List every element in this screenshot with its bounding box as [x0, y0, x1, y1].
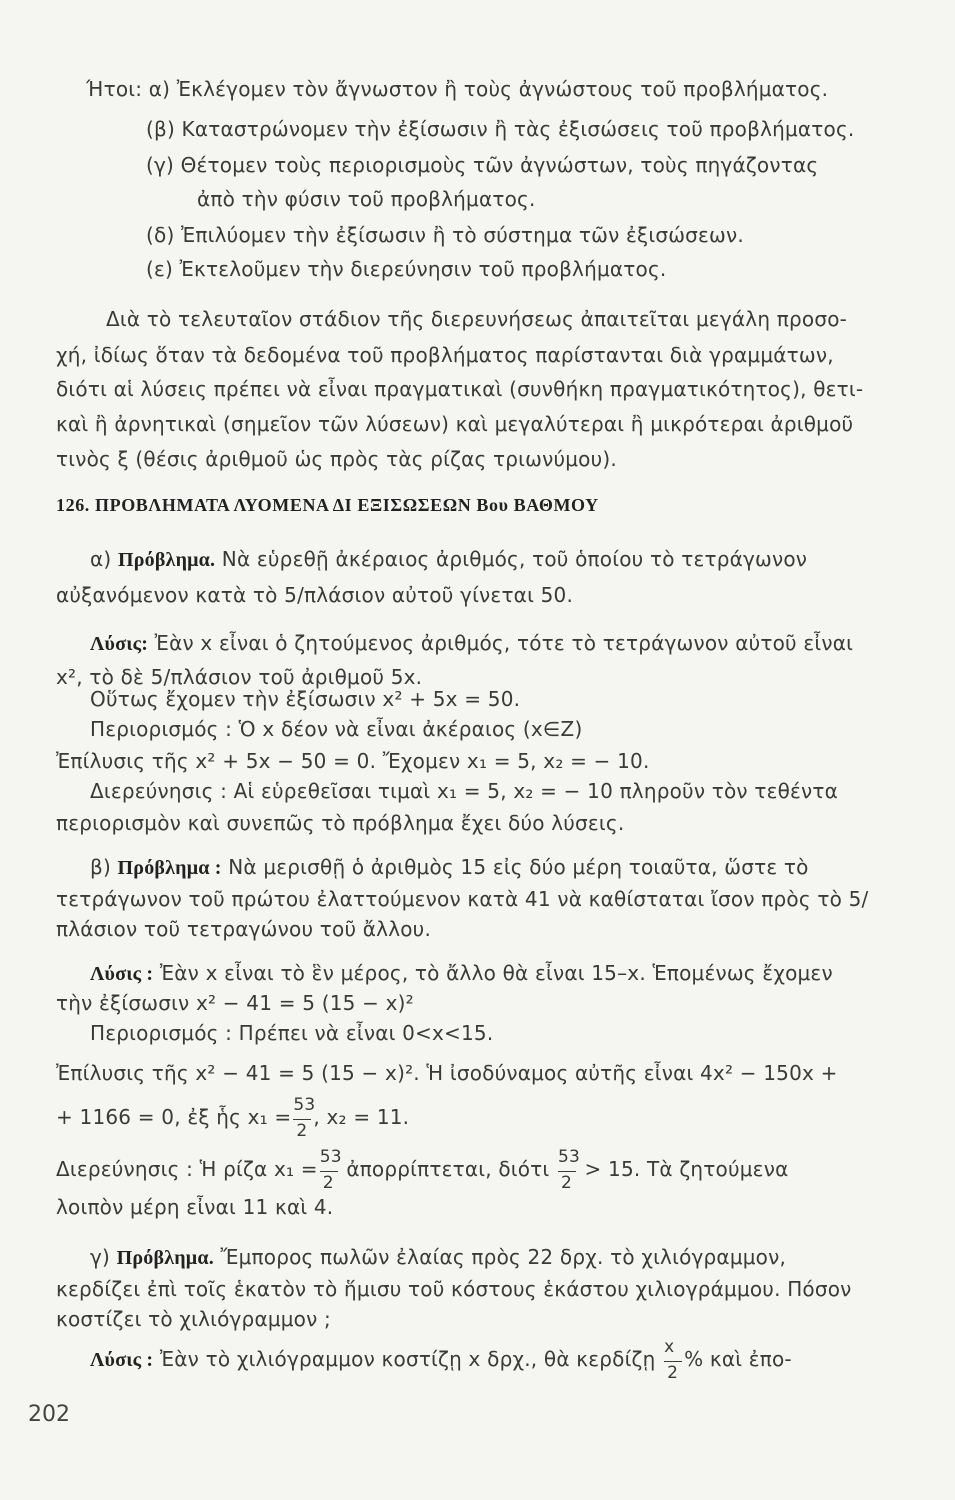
problem-c-statement-cont: κοστίζει τὸ χιλιόγραμμον ; — [56, 1307, 331, 1331]
problem-b-solution-line: Περιορισμός : Πρέπει νὰ εἶναι 0<x<15. — [90, 1021, 494, 1045]
step-d: (δ) Ἐπιλύομεν τὴν ἐξίσωσιν ἢ τὸ σύστημα τῶν ἐξισώσεων. — [146, 223, 744, 247]
para1-line: διότι αἱ λύσεις πρέπει νὰ εἶναι πραγματικαὶ (συνθήκη πραγματικότητος), θετι- — [56, 377, 864, 401]
problem-c-statement: γ) Πρόβλημα. Ἔμπορος πωλῶν ἐλαίας πρὸς 22 δρχ. τὸ χιλιόγραμμον, — [90, 1245, 787, 1269]
problem-a-solution-line: x², τὸ δὲ 5/πλάσιον τοῦ ἀριθμοῦ 5x. — [56, 665, 423, 689]
para1-line: καὶ ἢ ἀρνητικαὶ (σημεῖον τῶν λύσεων) καὶ μεγαλύτεραι ἢ μικρότεραι ἀριθμοῦ — [56, 412, 854, 436]
step-c: (γ) Θέτομεν τοὺς περιορισμοὺς τῶν ἀγνώστων, τοὺς πηγάζοντας — [146, 153, 819, 177]
step-c-cont: ἀπὸ τὴν φύσιν τοῦ προβλήματος. — [197, 187, 536, 211]
problem-b-statement: β) Πρόβλημα : Νὰ μερισθῇ ὁ ἀριθμὸς 15 εἰς δύο μέρη τοιαῦτα, ὥστε τὸ — [90, 855, 809, 879]
problem-a-solution-line: Οὕτως ἔχομεν τὴν ἐξίσωσιν x² + 5x = 50. — [90, 687, 521, 711]
problem-b-statement-cont: τετράγωνον τοῦ πρώτου ἐλαττούμενον κατὰ 41 νὰ καθίσταται ἴσον πρὸς τὸ 5/ — [56, 887, 869, 911]
para1-line: τινὸς ξ (θέσις ἀριθμοῦ ὡς πρὸς τὰς ρίζας τριωνύμου). — [56, 447, 617, 471]
problem-b-solution-line: Ἐπίλυσις τῆς x² − 41 = 5 (15 − x)². Ἡ ἰσοδύναμος αὐτῆς εἶναι 4x² − 150x + — [56, 1061, 838, 1085]
fraction-53-2: $\frac{53}{2}$ — [557, 1146, 580, 1193]
section-heading: 126. ΠΡΟΒΛΗΜΑΤΑ ΛΥΟΜΕΝΑ ΔΙ ΕΞΙΣΩΣΕΩΝ Βου ΒΑΘΜΟΥ — [56, 495, 599, 515]
step-b: (β) Καταστρώνομεν τὴν ἐξίσωσιν ἢ τὰς ἐξισώσεις τοῦ προβλήματος. — [146, 117, 855, 141]
problem-c-statement-cont: κερδίζει ἐπὶ τοῖς ἑκατὸν τὸ ἥμισυ τοῦ κόστους ἑκάστου χιλιογράμμου. Πόσον — [56, 1277, 852, 1301]
problem-a-solution: Λύσις: Ἐὰν x εἶναι ὁ ζητούμενος ἀριθμός, τότε τὸ τετράγωνον αὐτοῦ εἶναι — [90, 631, 854, 655]
problem-c-solution: Λύσις : Ἐὰν τὸ χιλιόγραμμον κοστίζῃ x δρχ., θὰ κερδίζῃ $\frac{x}{2}$ % καὶ ἐπο- — [90, 1336, 792, 1383]
problem-b-statement-cont: πλάσιον τοῦ τετραγώνου τοῦ ἄλλου. — [56, 917, 431, 941]
para1-line: χή, ἰδίως ὅταν τὰ δεδομένα τοῦ προβλήματος παρίστανται διὰ γραμμάτων, — [56, 343, 834, 367]
para1-line: Διὰ τὸ τελευταῖον στάδιον τῆς διερευνήσεως ἀπαιτεῖται μεγάλη προσο- — [106, 307, 848, 331]
problem-a-solution-line: Διερεύνησις : Αἱ εὑρεθεῖσαι τιμαὶ x₁ = 5, x₂ = − 10 πληροῦν τὸν τεθέντα — [90, 779, 839, 803]
problem-a-solution-line: Περιορισμός : Ὁ x δέον νὰ εἶναι ἀκέραιος (x∈Z) — [90, 717, 583, 741]
problem-b-solution-line: + 1166 = 0, ἐξ ἧς x₁ = $\frac{53}{2}$ , x₂ = 11. — [56, 1094, 410, 1141]
problem-b-solution: Λύσις : Ἐὰν x εἶναι τὸ ἓν μέρος, τὸ ἄλλο θὰ εἶναι 15–x. Ἑπομένως ἔχομεν — [90, 961, 833, 985]
problem-b-solution-line: τὴν ἐξίσωσιν x² − 41 = 5 (15 − x)² — [56, 991, 414, 1015]
problem-a-statement: α) Πρόβλημα. Νὰ εὑρεθῇ ἀκέραιος ἀριθμός, τοῦ ὁποίου τὸ τετράγωνον — [90, 547, 808, 571]
problem-a-solution-line: περιορισμὸν καὶ συνεπῶς τὸ πρόβλημα ἔχει δύο λύσεις. — [56, 811, 625, 835]
problem-a-statement-cont: αὐξανόμενον κατὰ τὸ 5/πλάσιον αὐτοῦ γίνεται 50. — [56, 583, 573, 607]
page-number: 202 — [28, 1402, 70, 1427]
step-e: (ε) Ἐκτελοῦμεν τὴν διερεύνησιν τοῦ προβλήματος. — [146, 257, 667, 281]
problem-a-solution-line: Ἐπίλυσις τῆς x² + 5x − 50 = 0. Ἔχομεν x₁ = 5, x₂ = − 10. — [56, 749, 650, 773]
fraction-53-2: $\frac{53}{2}$ — [319, 1146, 342, 1193]
fraction-53-2: $\frac{53}{2}$ — [293, 1094, 316, 1141]
problem-b-solution-line: λοιπὸν μέρη εἶναι 11 καὶ 4. — [56, 1195, 334, 1219]
problem-b-solution-line: Διερεύνησις : Ἡ ρίζα x₁ = $\frac{53}{2}$ ἀπορρίπτεται, διότι $\frac{53}{2}$ > 15. Τὰ ζητούμενα — [56, 1146, 789, 1193]
fraction-x-2: $\frac{x}{2}$ — [662, 1348, 684, 1374]
step-a: Ήτοι: α) Ἐκλέγομεν τὸν ἄγνωστον ἢ τοὺς ἀγνώστους τοῦ προβλήματος. — [86, 77, 829, 101]
